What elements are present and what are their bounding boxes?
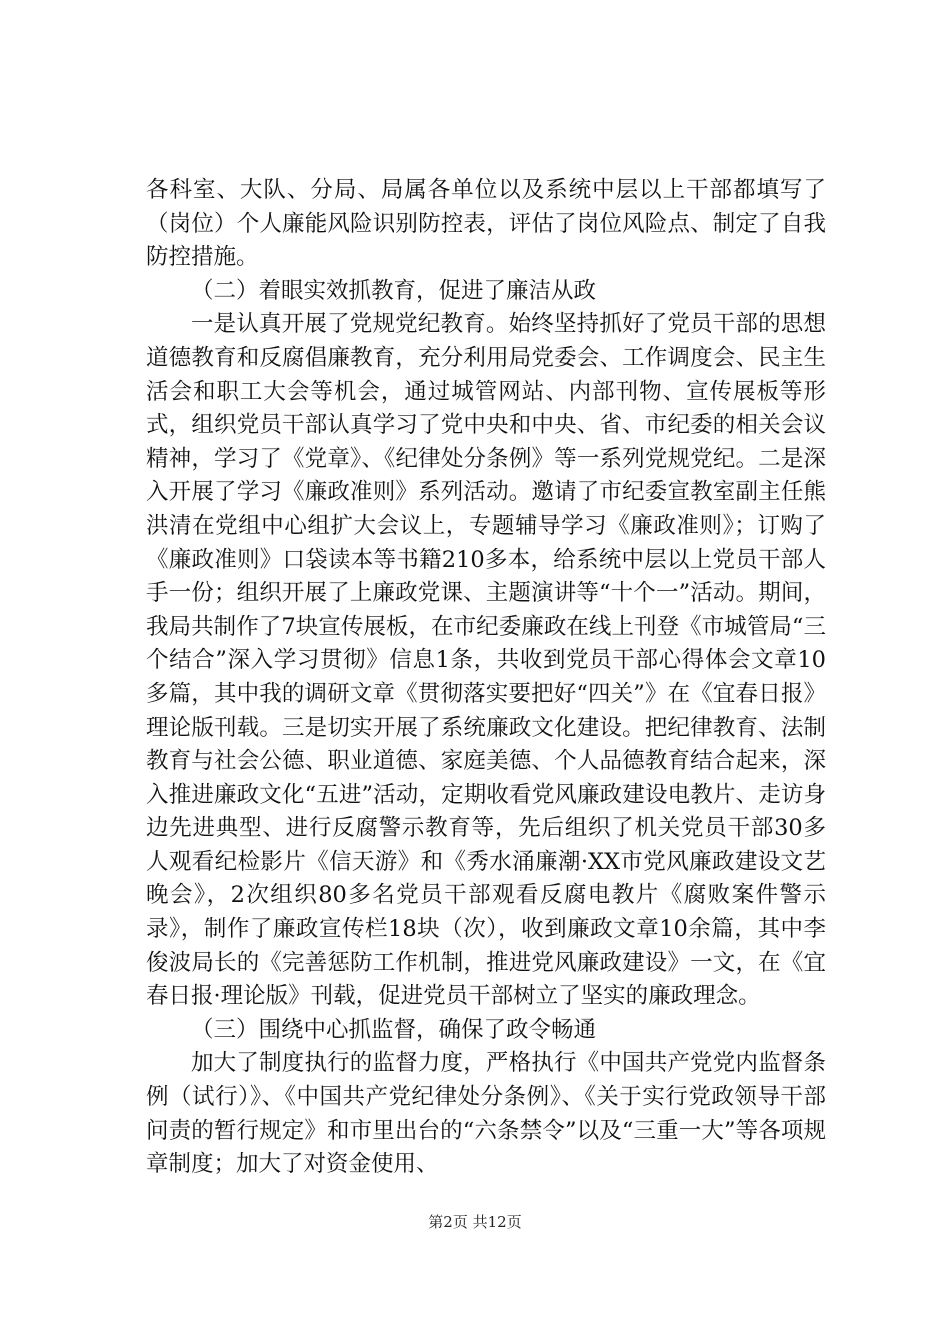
- paragraph-continuation: 各科室、大队、分局、局属各单位以及系统中层以上干部都填写了（岗位）个人廉能风险识别防控表，评估了岗位风险点、制定了自我防控措施。: [146, 177, 826, 271]
- section-heading-2: （二）着眼实效抓教育，促进了廉洁从政: [191, 277, 597, 304]
- paragraph-education: 一是认真开展了党规党纪教育。始终坚持抓好了党员干部的思想道德教育和反腐倡廉教育，充分利用局党委会、工作调度会、民主生活会和职工大会等机会，通过城管网站、内部刊物、宣传展板等形式，组织党员干部认真学习了党中央和中央、省、市纪委的相关会议精神，学习了《党章》、《纪律处分条例》等一系列党规党纪。二是深入开展了学习《廉政准则》系列活动。邀请了市纪委宣教室副主任熊洪清在党组中心组扩大会议上，专题辅导学习《廉政准则》；订购了《廉政准则》口袋读本等书籍210多本，给系统中层以上党员干部人手一份；组织开展了上廉政党课、主题演讲等“十个一”活动。期间，我局共制作了7块宣传展板，在市纪委廉政在线上刊登《市城管局“三个结合”深入学习贯彻》信息1条，共收到党员干部心得体会文章10多篇，其中我的调研文章《贯彻落实要把好“四关”》在《宜春日报》理论版刊载。三是切实开展了系统廉政文化建设。把纪律教育、法制教育与社会公德、职业道德、家庭美德、个人品德教育结合起来，深入推进廉政文化“五进”活动，定期收看党风廉政建设电教片、走访身边先进典型、进行反腐警示教育等，先后组织了机关党员干部30多人观看纪检影片《信天游》和《秀水涌廉潮·XX市党风廉政建设文艺晚会》，2次组织80多名党员干部观看反腐电教片《腐败案件警示录》，制作了廉政宣传栏18块（次），收到廉政文章10余篇，其中李俊波局长的《完善惩防工作机制，推进党风廉政建设》一文，在《宜春日报·理论版》刊载，促进党员干部树立了坚实的廉政理念。: [146, 311, 826, 1010]
- document-body: [146, 174, 826, 1182]
- page-number-footer: 第2页 共12页: [428, 1213, 522, 1231]
- paragraph-supervision: 加大了制度执行的监督力度，严格执行《中国共产党党内监督条例（试行）》、《中国共产党纪律处分条例》、《关于实行党政领导干部问责的暂行规定》和市里出台的“六条禁令”以及“三重一大”等各项规章制度；加大了对资金使用、: [146, 1050, 826, 1178]
- section-heading-3: （三）围绕中心抓监督，确保了政令畅通: [191, 1016, 597, 1043]
